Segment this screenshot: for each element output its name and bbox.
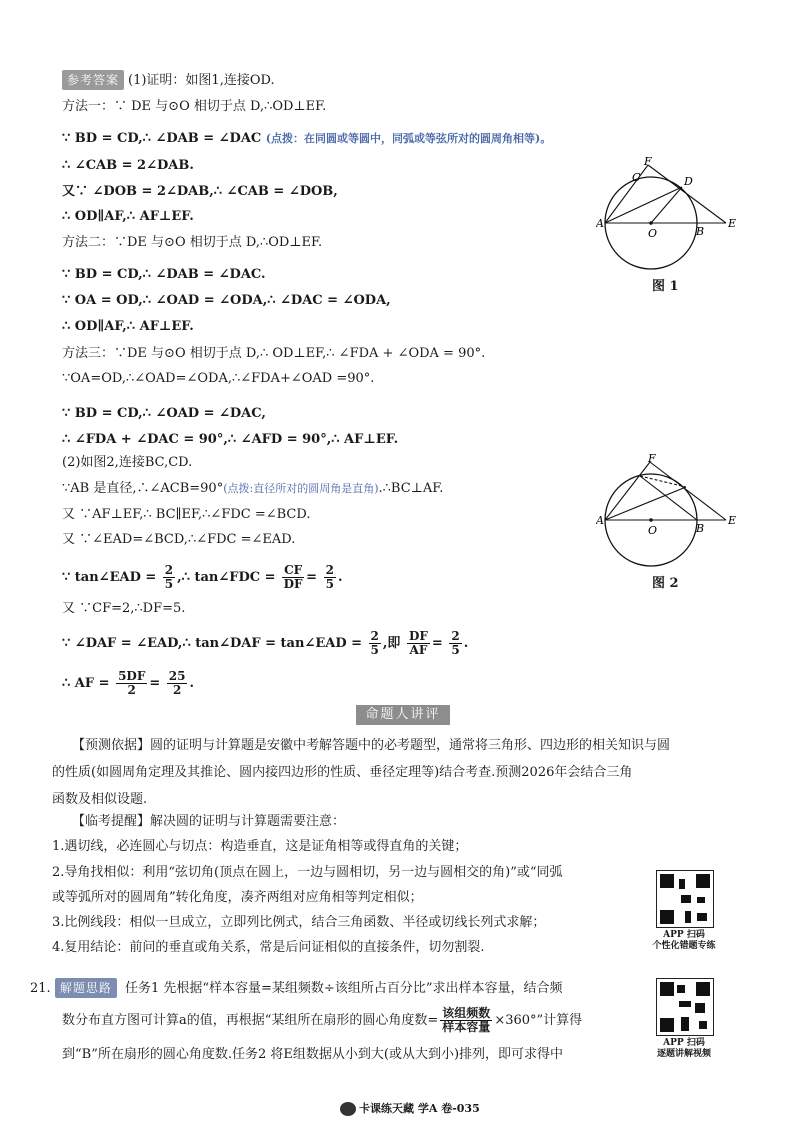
figure-2-caption: 图 2 bbox=[652, 576, 679, 591]
proof-line-16: ∵AB 是直径,∴∠ACB=90°(点拨:直径所对的圆周角是直角).∴BC⊥AF. bbox=[62, 481, 444, 496]
proof-line-21: ∵ ∠DAF = ∠EAD,∴ tan∠DAF = tan∠EAD = $\frac{2}{5}$ ,即 $\frac{DF}{AF}$ = $\frac{2}{5}$ . bbox=[62, 629, 469, 657]
qr-caption-1: APP 扫码 个性化错题专练 bbox=[652, 930, 716, 951]
fraction-2-5-d: $\frac{2}{5}$ bbox=[451, 629, 460, 657]
review-para-8: 3.比例线段：相似一旦成立，立即列比例式，结合三角函数、半径或切线长列式求解； bbox=[52, 915, 546, 930]
fig1-label-o: O bbox=[648, 227, 658, 240]
fig2-label-a: A bbox=[596, 514, 604, 527]
proof-line-22: ∴ AF = $\frac{5DF}{2}$ = $\frac{25}{2}$ . bbox=[62, 669, 195, 697]
q21-line-2: 数分布直方图可计算a的值，再根据“某组所在扇形的圆心角度数= $\frac{\text{该组频数}}{\text{样本容量}}$ ×360°”计算得 bbox=[62, 1006, 583, 1034]
review-para-6: 2.导角找相似：利用“弦切角(顶点在圆上，一边与圆相切，另一边与圆相交的角)”或“同弧 bbox=[52, 865, 563, 880]
page-footer: 卡课练天藏 学A 卷-035 bbox=[340, 1100, 480, 1116]
review-para-4: 【临考提醒】解决圆的证明与计算题需要注意： bbox=[72, 814, 346, 829]
proof-line-18: 又 ∵∠EAD=∠BCD,∴∠FDC =∠EAD. bbox=[62, 532, 296, 547]
proof-line-20: 又 ∵CF=2,∴DF=5. bbox=[62, 601, 186, 616]
proof-line-10: ∴ OD∥AF,∴ AF⊥EF. bbox=[62, 319, 194, 334]
figure-1-caption: 图 1 bbox=[652, 279, 679, 294]
method1-line: 方法一：∵ DE 与⊙O 相切于点 D,∴OD⊥EF. bbox=[62, 99, 327, 114]
fraction-2-5-a: $\frac{2}{5}$ bbox=[164, 563, 174, 591]
fraction-frequency: $\frac{\text{该组频数}}{\text{样本容量}}$ bbox=[442, 1006, 491, 1034]
qr-code-1[interactable] bbox=[656, 870, 714, 928]
figure-2 bbox=[596, 452, 746, 567]
fig2-label-o: O bbox=[648, 524, 658, 537]
proof-line-3: ∵ BD = CD,∴ ∠DAB = ∠DAC (点拨：在同圆或等圆中，同弧或等弦所对的圆周角相等)。 bbox=[62, 131, 552, 146]
proof-line-19: ∵ tan∠EAD = $\frac{2}{5}$ ,∴ tan∠FDC = $\frac{CF}{DF}$ = $\frac{2}{5}$ . bbox=[62, 563, 343, 591]
fig2-label-b: B bbox=[696, 522, 705, 535]
fig1-label-d: D bbox=[684, 175, 693, 188]
method3-line: 方法三：∵DE 与⊙O 相切于点 D,∴ OD⊥EF,∴ ∠FDA + ∠ODA = 90°. bbox=[62, 346, 486, 361]
fig1-label-a: A bbox=[596, 217, 604, 230]
q21-line-1: 21. 解题思路 任务1 先根据“样本容量=某组频数÷该组所占百分比”求出样本容量，结合频 bbox=[30, 978, 562, 998]
figure-1 bbox=[596, 155, 746, 270]
mascot-icon bbox=[340, 1102, 356, 1116]
fig1-label-c: C bbox=[632, 171, 641, 184]
qr-code-2[interactable] bbox=[656, 978, 714, 1036]
solution-tag: 解题思路 bbox=[55, 978, 117, 998]
hint-note-2: (点拨:直径所对的圆周角是直角) bbox=[223, 482, 379, 495]
proof-line-12: ∵OA=OD,∴∠OAD=∠ODA,∴∠FDA+∠OAD =90°. bbox=[62, 371, 375, 386]
review-para-7: 或等弧所对的圆周角”转化角度，凑齐两组对应角相等判定相似； bbox=[52, 890, 423, 905]
proof-line-8: ∵ BD = CD,∴ ∠DAB = ∠DAC. bbox=[62, 267, 266, 282]
fraction-cf-df: $\frac{CF}{DF}$ bbox=[283, 563, 303, 591]
part2-line: (2)如图2,连接BC,CD. bbox=[62, 455, 193, 470]
proof-line-14: ∴ ∠FDA + ∠DAC = 90°,∴ ∠AFD = 90°,∴ AF⊥EF. bbox=[62, 432, 399, 447]
proof-line-13: ∵ BD = CD,∴ ∠OAD = ∠DAC, bbox=[62, 406, 266, 421]
qr-caption-2: APP 扫码 逐题讲解视频 bbox=[656, 1038, 711, 1059]
fig1-label-e: E bbox=[728, 217, 737, 230]
answer-tag: 参考答案 bbox=[62, 70, 124, 90]
review-para-3: 函数及相似设题. bbox=[52, 792, 148, 807]
proof-line-17: 又 ∵AF⊥EF,∴ BC∥EF,∴∠FDC =∠BCD. bbox=[62, 507, 311, 522]
section-title: 命题人讲评 bbox=[356, 705, 450, 725]
fig1-label-b: B bbox=[696, 225, 705, 238]
proof-line-4: ∴ ∠CAB = 2∠DAB. bbox=[62, 158, 194, 173]
q21-line-3: 到“B”所在扇形的圆心角度数.任务2 将E组数据从小到大(或从大到小)排列，即可求得中 bbox=[62, 1047, 564, 1062]
fraction-2-5-c: $\frac{2}{5}$ bbox=[370, 629, 379, 657]
method2-line: 方法二：∵DE 与⊙O 相切于点 D,∴OD⊥EF. bbox=[62, 235, 323, 250]
fraction-25-2: $\frac{25}{2}$ bbox=[168, 669, 186, 697]
review-para-1: 【预测依据】圆的证明与计算题是安徽中考解答题中的必考题型，通常将三角形、四边形的相关知识与圆 bbox=[72, 738, 671, 753]
review-para-2: 的性质(如圆周角定理及其推论、圆内接四边形的性质、垂径定理等)结合考查.预测2026年会结合三角 bbox=[52, 765, 633, 780]
fig2-label-e: E bbox=[728, 514, 737, 527]
review-para-5: 1.遇切线，必连圆心与切点：构造垂直，这是证角相等或得直角的关键； bbox=[52, 839, 468, 854]
fraction-2-5-b: $\frac{2}{5}$ bbox=[325, 563, 334, 591]
fig1-label-f: F bbox=[644, 155, 652, 168]
hint-note-1: (点拨：在同圆或等圆中，同弧或等弦所对的圆周角相等)。 bbox=[265, 132, 552, 145]
proof-line-5: 又∵ ∠DOB = 2∠DAB,∴ ∠CAB = ∠DOB, bbox=[62, 184, 338, 199]
fig2-label-f: F bbox=[648, 452, 656, 465]
proof-line-9: ∵ OA = OD,∴ ∠OAD = ∠ODA,∴ ∠DAC = ∠ODA, bbox=[62, 293, 391, 308]
answer-line-1: 参考答案 (1)证明：如图1,连接OD. bbox=[62, 70, 275, 90]
fraction-5df-2: $\frac{5DF}{2}$ bbox=[118, 669, 146, 697]
fraction-df-af: $\frac{DF}{AF}$ bbox=[408, 629, 428, 657]
review-para-9: 4.复用结论：前问的垂直或角关系，常是后问证相似的直接条件，切勿割裂. bbox=[52, 940, 485, 955]
proof-line-6: ∴ OD∥AF,∴ AF⊥EF. bbox=[62, 209, 194, 224]
